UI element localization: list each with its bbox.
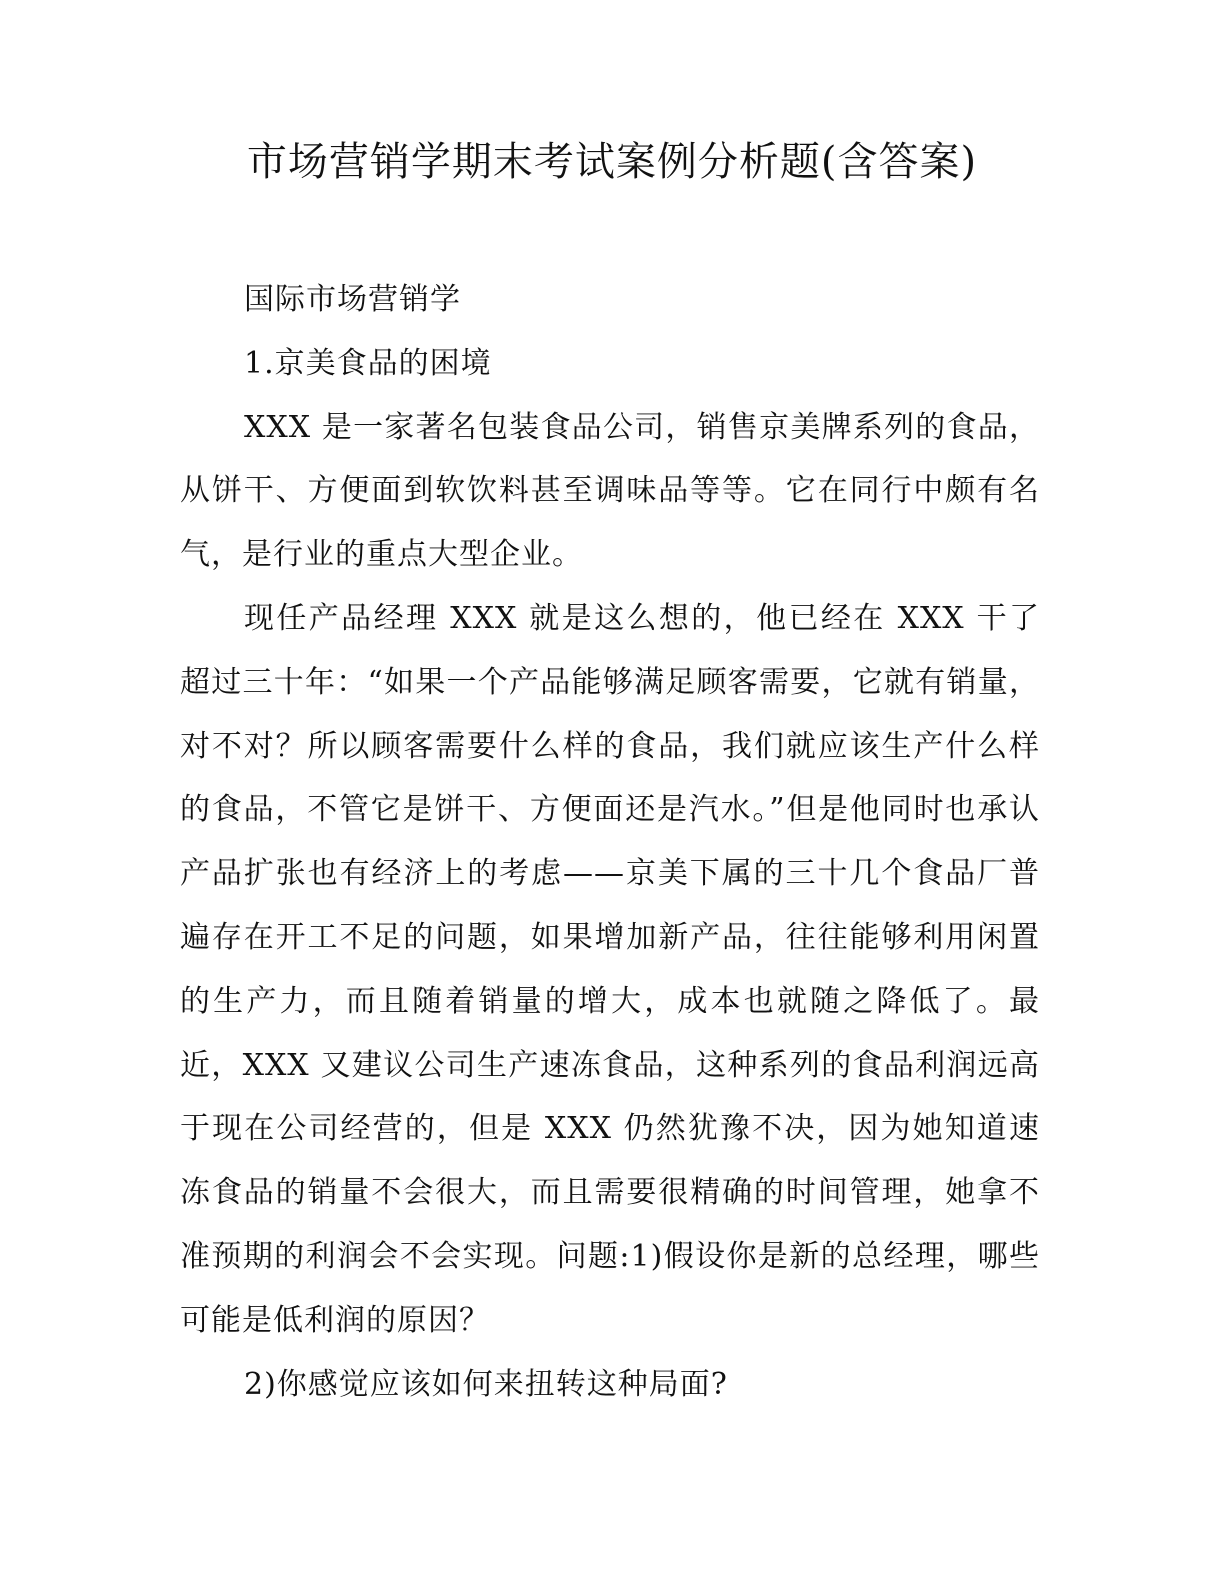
- question-paragraph: 2)你感觉应该如何来扭转这种局面?: [244, 1366, 728, 1402]
- section-heading: 国际市场营销学: [244, 282, 461, 317]
- body-paragraph: XXX 是一家著名包装食品公司，销售京美牌系列的食品，从饼干、方便面到软饮料甚至调味品等等。它在同行中颇有名气，是行业的重点大型企业。: [180, 409, 1040, 573]
- document-body: [180, 268, 1040, 1416]
- case-heading: 1.京美食品的困境: [244, 345, 492, 381]
- document-title: 市场营销学期末考试案例分析题(含答案): [246, 139, 978, 185]
- body-paragraph: 现任产品经理 XXX 就是这么想的，他已经在 XXX 干了超过三十年：“如果一个产品能够满足顾客需要，它就有销量，对不对？所以顾客需要什么样的食品，我们就应该生产什么样的食品，不管它是饼干、方便面还是汽水。”但是他同时也承认产品扩张也有经济上的考虑——京美下属的三十几个食品厂普遍存在开工不足的问题，如果增加新产品，往往能够利用闲置的生产力，而且随着销量的增大，成本也就随之降低了。最近，XXX 又建议公司生产速冻食品，这种系列的食品利润远高于现在公司经营的，但是 XXX 仍然犹豫不决，因为她知道速冻食品的销量不会很大，而且需要很精确的时间管理，她拿不准预期的利润会不会实现。问题:1)假设你是新的总经理，哪些可能是低利润的原因？: [180, 600, 1040, 1338]
